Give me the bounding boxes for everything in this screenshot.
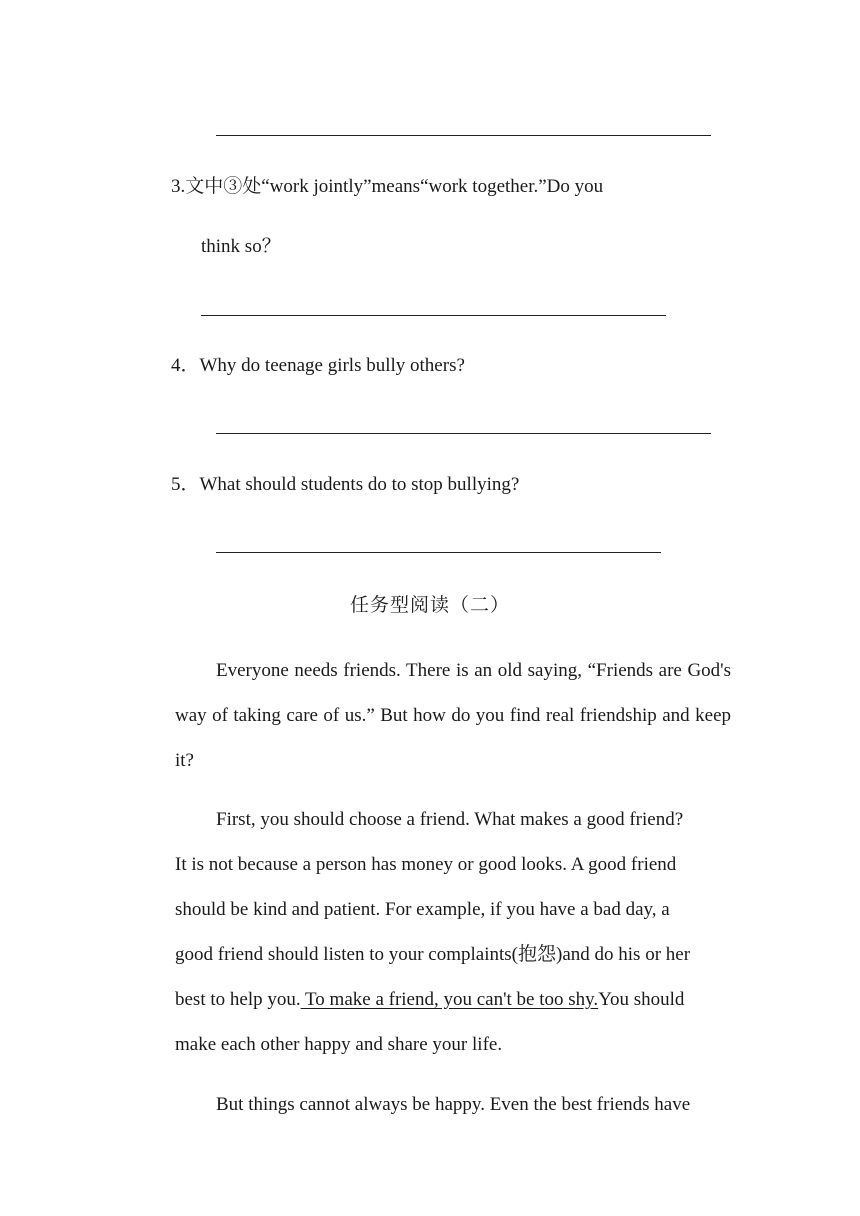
paragraph-2-line-5 — [175, 977, 731, 1022]
line-5-end: You should — [598, 989, 685, 1010]
paragraph-3 — [175, 1082, 731, 1127]
answer-line-5[interactable] — [216, 552, 661, 553]
section-title: 任务型阅读（二） — [349, 594, 510, 616]
question-3-line-1: 3.文中③处“work jointly”means“work together.”Do you — [171, 176, 604, 197]
paragraph-2-line-6: make each other happy and share your life. — [175, 1034, 503, 1055]
question-5: 5．What should students do to stop bullying? — [171, 474, 520, 495]
underlined-sentence: To make a friend, you can't be too shy. — [300, 989, 599, 1010]
paragraph-3-text: But things cannot always be happy. Even the best friends have — [216, 1094, 691, 1115]
answer-line-1[interactable] — [216, 135, 711, 136]
paragraph-1 — [175, 648, 731, 783]
paragraph-2-line-4: good friend should listen to your complaints(抱怨)and do his or her — [175, 944, 691, 965]
question-3-line-2: think so？ — [201, 236, 281, 257]
answer-line-3[interactable] — [201, 315, 666, 316]
paragraph-2-line-2: It is not because a person has money or good looks. A good friend — [175, 854, 677, 875]
paragraph-2-line-1: First, you should choose a friend. What makes a good friend? — [216, 809, 684, 830]
paragraph-2-line-3: should be kind and patient. For example, if you have a bad day, a — [175, 899, 670, 920]
paragraph-2 — [175, 797, 731, 1067]
answer-line-4[interactable] — [216, 433, 711, 434]
question-4: 4．Why do teenage girls bully others? — [171, 355, 465, 376]
paragraph-1-text: Everyone needs friends. There is an old saying, “Friends are God's way of taking care of us.” But how do you find real friendship and keep it? — [175, 660, 731, 771]
line-5-start: best to help you. — [175, 989, 301, 1010]
